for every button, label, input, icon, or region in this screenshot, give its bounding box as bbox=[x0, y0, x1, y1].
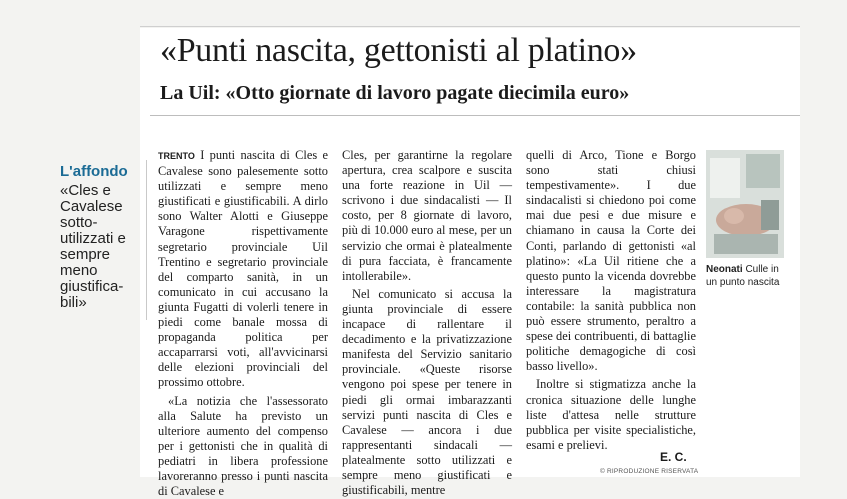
photo-caption bbox=[706, 263, 788, 289]
top-rule bbox=[140, 26, 800, 27]
article-column-3 bbox=[526, 148, 696, 458]
paragraph: TRENTO I punti nascita di Cles e Cavalese sono palesemente sotto utilizzati e sempre meno giustificati e giustificabili. A dirlo sono Walter Alotti e Giuseppe Varagone rispettivamente segretario provinciale Uil Trentino e segretario provinciale del comparto sanità, in un comunicato in cui accusano la giunta Fugatti di volerli tenere in piedi come banale mossa di propaganda politica per accaparrarsi voti, all'avvicinarsi delle elezioni provinciali del prossimo ottobre. bbox=[158, 148, 328, 391]
paragraph: «La notizia che l'assessorato alla Salute ha previsto un ulteriore aumento del compenso per i gettonisti che in qualità di pediatri in libera professione lavoreranno presso i punti nascita di Cavalese e bbox=[158, 394, 328, 499]
article-column-2 bbox=[342, 148, 512, 477]
photo-illustration bbox=[706, 150, 784, 258]
sidebar-quote: «Cles e Cavalese sotto-utilizzati e sempre meno giustifica-bili» bbox=[60, 183, 140, 311]
paragraph: Inoltre si stigmatizza anche la cronica situazione delle lunghe liste d'attesa nelle strutture pubblica per visite specialistiche, esami e prelievi. bbox=[526, 377, 696, 452]
sidebar-divider bbox=[146, 160, 147, 320]
caption-label: Neonati bbox=[706, 264, 743, 275]
paragraph: Nel comunicato si accusa la giunta provinciale di essere incapace di rallentare il decadimento e la privatizzazione manifesta del Servizio sanitario provinciale. «Queste risorse vengono poi spese per tenere in piedi gli ormai imbarazzanti servizi punti nascita di Cles e Cavalese — ancora i due rappresentanti sindacali — platealmente sotto utilizzati e sempre meno giustificati e giustificabili, mentre bbox=[342, 287, 512, 498]
newborn-photo bbox=[706, 150, 784, 258]
paragraph: quelli di Arco, Tione e Borgo sono stati chiusi tempestivamente». I due sindacalisti si chiedono poi come mai due pesi e due misure e chiamano in causa la Corte dei Conti, parlando di gettonisti «al platino»: «La Uil ritiene che a questo punto la vicenda dovrebbe interessare la magistratura contabile: la sanità pubblica non può essere strumento, peraltro a spese dei contribuenti, di battaglie politiche demagogiche di così basso livello». bbox=[526, 148, 696, 374]
sidebar-title: L'affondo bbox=[60, 163, 140, 180]
article-column-1 bbox=[158, 148, 328, 477]
headline: «Punti nascita, gettonisti al platino» bbox=[160, 32, 637, 70]
copyright-notice: © RIPRODUZIONE RISERVATA bbox=[600, 468, 698, 475]
subheadline: La Uil: «Otto giornate di lavoro pagate diecimila euro» bbox=[160, 82, 629, 105]
header-divider bbox=[150, 115, 800, 116]
caption-text: Culle in un punto nascita bbox=[706, 264, 779, 288]
paragraph: Cles, per garantirne la regolare apertura, crea scalpore e suscita una forte reazione in Uil — scrivono i due sindacalisti — Il costo, per 8 giornate di lavoro, più di 10.000 euro al mese, per un servizio che ormai è platealmente di pura facciata, è francamente intollerabile». bbox=[342, 148, 512, 284]
dateline: TRENTO bbox=[158, 151, 195, 161]
author-signature: E. C. bbox=[660, 450, 687, 464]
sidebar-box bbox=[60, 163, 140, 311]
